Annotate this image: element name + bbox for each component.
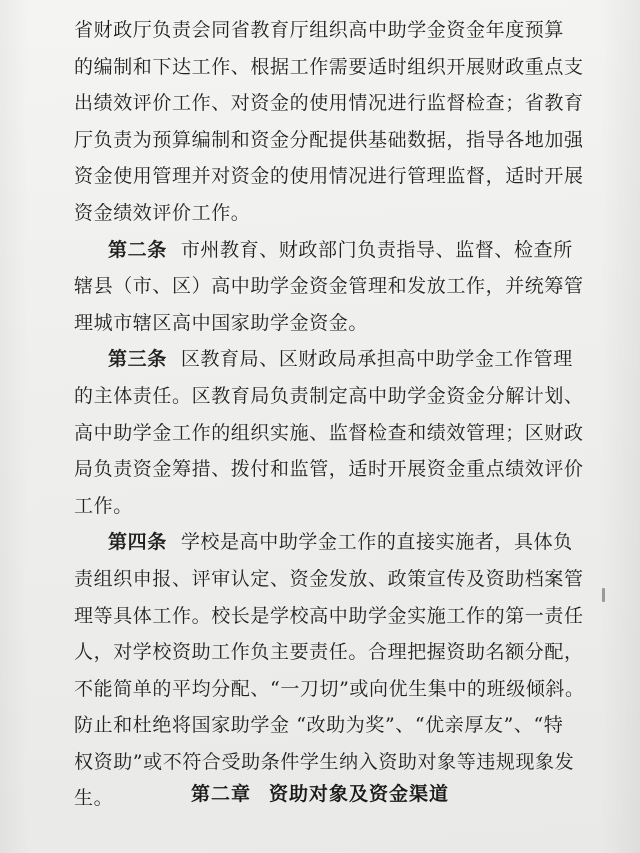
text-line: 权资助”或不符合受助条件学生纳入资助对象等违规现象发 bbox=[74, 750, 575, 773]
document-body bbox=[74, 12, 594, 817]
article-text: 市州教育、财政部门负责指导、监督、检查所 bbox=[180, 238, 573, 261]
text-line: 不能简单的平均分配、“一刀切”或向优生集中的班级倾斜。 bbox=[74, 677, 585, 700]
chapter-title: 资助对象及资金渠道 bbox=[269, 783, 450, 805]
article-3 bbox=[74, 341, 594, 524]
article-text: 区教育局、区财政局承担高中助学金工作管理 bbox=[180, 348, 573, 371]
text-line: 理城市辖区高中国家助学金资金。 bbox=[74, 311, 369, 334]
page-shadow-right bbox=[600, 0, 640, 853]
text-line: 资金绩效评价工作。 bbox=[74, 201, 251, 224]
text-line: 的编制和下达工作、根据工作需要适时组织开展财政重点支 bbox=[74, 55, 584, 78]
text-line: 资金使用管理并对资金的使用情况进行管理监督，适时开展 bbox=[74, 165, 584, 188]
article-number: 第二条 bbox=[108, 238, 167, 261]
article-number: 第四条 bbox=[108, 531, 167, 554]
article-number: 第三条 bbox=[108, 348, 167, 371]
text-line bbox=[74, 232, 594, 269]
article-4 bbox=[74, 524, 594, 817]
paragraph-1 bbox=[74, 12, 594, 232]
text-line: 出绩效评价工作、对资金的使用情况进行监督检查；省教育 bbox=[74, 92, 584, 115]
text-line: 生。 bbox=[74, 787, 114, 810]
page-shadow-left bbox=[0, 0, 28, 853]
text-line: 责组织申报、评审认定、资金发放、政策宣传及资助档案管 bbox=[74, 567, 584, 590]
text-line: 工作。 bbox=[74, 494, 133, 517]
text-line: 人，对学校资助工作负主要责任。合理把握资助名额分配， bbox=[74, 641, 584, 664]
text-line: 辖县（市、区）高中助学金资金管理和发放工作，并统筹管 bbox=[74, 275, 584, 298]
text-line: 的主体责任。区教育局负责制定高中助学金资金分解计划、 bbox=[74, 384, 584, 407]
text-line: 防止和杜绝将国家助学金 “改助为奖”、“优亲厚友”、“特 bbox=[74, 714, 564, 737]
text-line: 局负责资金筹措、拨付和监管，适时开展资金重点绩效评价 bbox=[74, 458, 584, 481]
text-line bbox=[74, 524, 594, 561]
chapter-heading bbox=[0, 779, 640, 806]
article-2 bbox=[74, 232, 594, 342]
text-line: 高中助学金工作的组织实施、监督检查和绩效管理；区财政 bbox=[74, 421, 584, 444]
text-line bbox=[74, 341, 594, 378]
text-line: 厅负责为预算编制和资金分配提供基础数据，指导各地加强 bbox=[74, 128, 584, 151]
text-line: 理等具体工作。校长是学校高中助学金实施工作的第一责任 bbox=[74, 604, 584, 627]
chapter-number: 第二章 bbox=[190, 783, 251, 805]
article-text: 学校是高中助学金工作的直接实施者，具体负 bbox=[180, 531, 573, 554]
margin-mark bbox=[602, 588, 605, 602]
text-line: 省财政厅负责会同省教育厅组织高中助学金资金年度预算 bbox=[74, 19, 565, 41]
